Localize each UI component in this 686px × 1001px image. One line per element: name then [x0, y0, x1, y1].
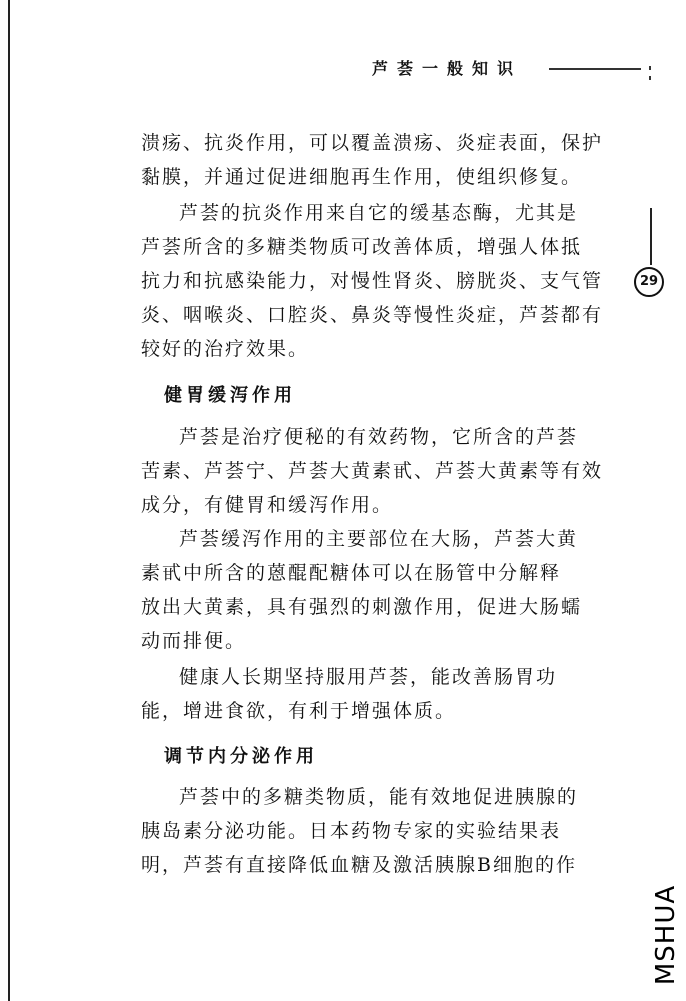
paragraph-line: 抗力和抗感染能力，对慢性肾炎、膀胱炎、支气管 [141, 270, 604, 292]
paragraph-line: 放出大黄素，具有强烈的刺激作用，促进大肠蠕 [141, 596, 583, 618]
paragraph-line: 苦素、芦荟宁、芦荟大黄素甙、芦荟大黄素等有效 [141, 460, 604, 482]
watermark [648, 880, 684, 990]
page-number-badge: 29 [634, 267, 664, 297]
header-rule-tick [649, 76, 651, 80]
paragraph-line: 胰岛素分泌功能。日本药物专家的实验结果表 [141, 820, 562, 842]
paragraph-line: 芦荟的抗炎作用来自它的缓基态酶，尤其是 [179, 202, 579, 224]
header-rule [549, 68, 641, 70]
paragraph-line: 芦荟中的多糖类物质，能有效地促进胰腺的 [179, 786, 579, 808]
paragraph-line: 动而排便。 [141, 630, 247, 652]
paragraph-line: 素甙中所含的蒽醌配糖体可以在肠管中分解释 [141, 562, 562, 584]
paragraph-line: 炎、咽喉炎、口腔炎、鼻炎等慢性炎症，芦荟都有 [141, 304, 604, 326]
running-header-title: 芦荟一般知识 [372, 59, 523, 78]
section-heading: 健胃缓泻作用 [164, 385, 296, 406]
page-number-side-rule [650, 208, 652, 265]
paragraph-line: 能，增进食欲，有利于增强体质。 [141, 700, 457, 722]
paragraph-line: 明，芦荟有直接降低血糖及激活胰腺B细胞的作 [141, 854, 577, 876]
paragraph-line: 健康人长期坚持服用芦荟，能改善肠胃功 [179, 666, 558, 688]
header-rule-tick [649, 66, 651, 70]
paragraph-line: 芦荟所含的多糖类物质可改善体质，增强人体抵 [141, 236, 583, 258]
paragraph-line: 芦荟是治疗便秘的有效药物，它所含的芦荟 [179, 426, 579, 448]
paragraph-line: 黏膜，并通过促进细胞再生作用，使组织修复。 [141, 166, 583, 188]
watermark-text: MSHUA [651, 884, 681, 986]
section-heading: 调节内分泌作用 [164, 746, 318, 767]
paragraph-line: 较好的治疗效果。 [141, 338, 310, 360]
paragraph-line: 芦荟缓泻作用的主要部位在大肠，芦荟大黄 [179, 528, 579, 550]
page-left-edge-rule [8, 0, 10, 1001]
paragraph-line: 成分，有健胃和缓泻作用。 [141, 494, 394, 516]
paragraph-line: 溃疡、抗炎作用，可以覆盖溃疡、炎症表面，保护 [141, 132, 604, 154]
